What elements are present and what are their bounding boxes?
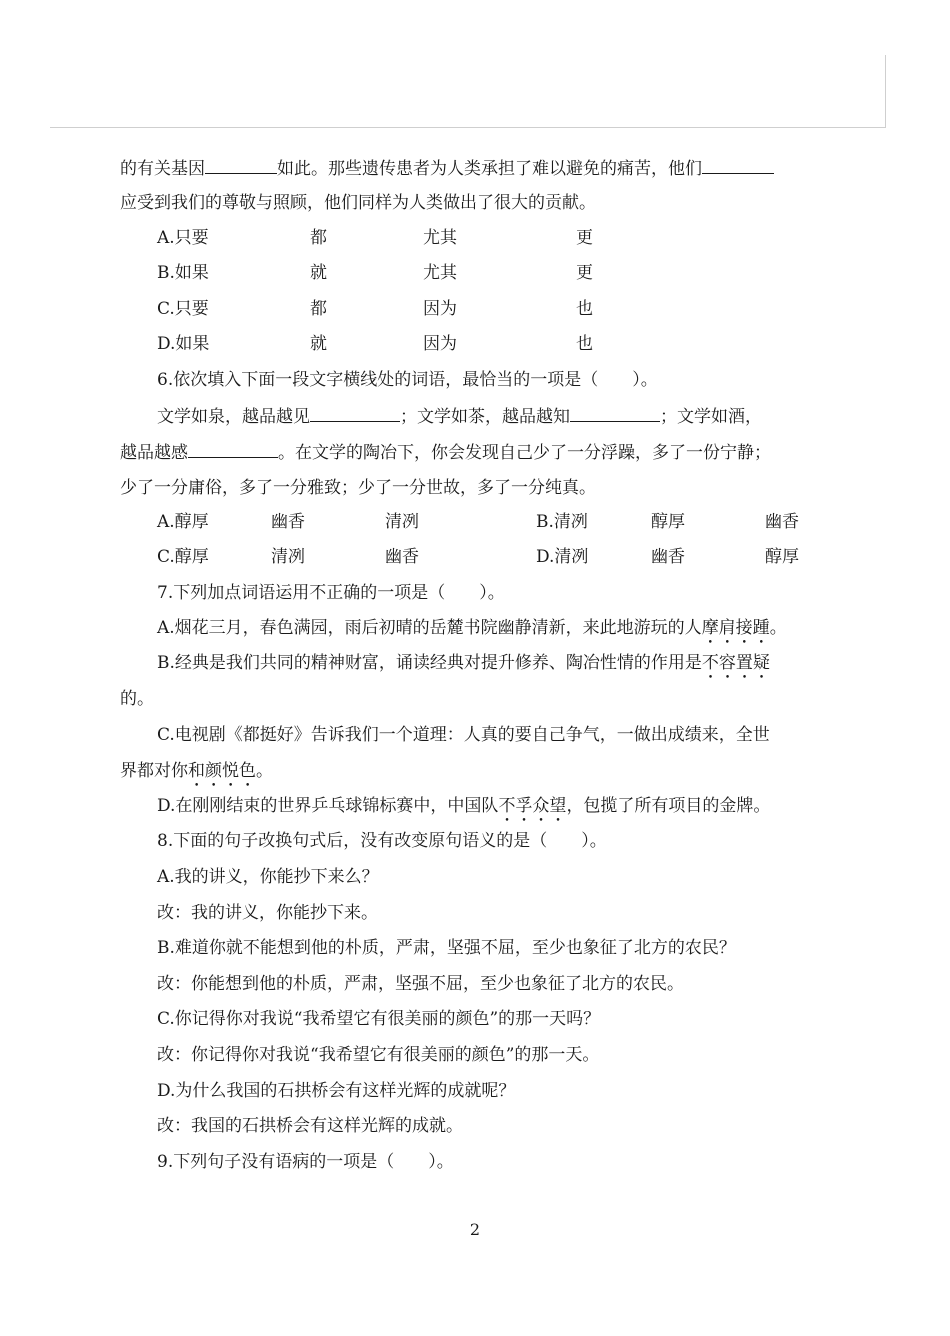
q8-option-a: A.我的讲义，你能抄下来么？ [157, 867, 379, 887]
q9-stem: 9.下列句子没有语病的一项是（ ）。 [157, 1152, 454, 1172]
q7-option-b-cont: 的。 [120, 689, 154, 709]
q8-option-d-change: 改：我国的石拱桥会有这样光辉的成就。 [157, 1116, 463, 1136]
page-header-edge [885, 55, 886, 128]
q7-option-c-cont: 界都对你和颜悦色。 [120, 761, 273, 781]
emphasized-word: 摩肩接踵 [701, 618, 770, 638]
q5-line-2: 应受到我们的尊敬与照顾，他们同样为人类做出了很大的贡献。 [120, 193, 596, 213]
page-number: 2 [469, 1220, 481, 1239]
q8-option-b-change: 改：你能想到他的朴质，严肃，坚强不屈，至少也象征了北方的农民。 [157, 974, 684, 994]
q8-option-a-change: 改：我的讲义，你能抄下来。 [157, 903, 378, 923]
q7-option-a: A.烟花三月，春色满园，雨后初晴的岳麓书院幽静清新，来此地游玩的人摩肩接踵。 [157, 618, 787, 638]
q8-option-b: B.难道你就不能想到他的朴质，严肃，坚强不屈，至少也象征了北方的农民？ [157, 938, 736, 958]
q5-line-1: 的有关基因 如此。那些遗传患者为人类承担了难以避免的痛苦，他们 [120, 157, 774, 180]
emphasized-word: 不容置疑 [701, 653, 770, 673]
page-header-rule [50, 127, 886, 128]
blank-1 [205, 157, 277, 174]
q6-stem: 6.依次填入下面一段文字横线处的词语，最恰当的一项是（ ）。 [157, 370, 658, 390]
blank-5 [188, 441, 278, 458]
emphasized-word: 和颜悦色 [188, 761, 256, 781]
emphasized-word: 不孚众望 [498, 796, 567, 816]
q8-stem: 8.下面的句子改换句式后，没有改变原句语义的是（ ）。 [157, 831, 607, 851]
blank-2 [702, 157, 774, 174]
q8-option-c: C.你记得你对我说“我希望它有很美丽的颜色”的那一天吗？ [157, 1009, 601, 1029]
q6-passage-line-2: 越品越感 。在文学的陶冶下，你会发现自己少了一分浮躁，多了一份宁静； [120, 443, 771, 463]
q6-passage-line-1: 文学如泉，越品越见 ；文学如茶，越品越知 ；文学如酒， [157, 407, 762, 427]
q8-option-d: D.为什么我国的石拱桥会有这样光辉的成就呢？ [157, 1081, 516, 1101]
blank-3 [310, 405, 400, 422]
q8-option-c-change: 改：你记得你对我说“我希望它有很美丽的颜色”的那一天。 [157, 1045, 600, 1065]
q6-passage-line-3: 少了一分庸俗，多了一分雅致；少了一分世故，多了一分纯真。 [120, 478, 596, 498]
q7-stem: 7.下列加点词语运用不正确的一项是（ ）。 [157, 583, 505, 603]
q7-option-c: C.电视剧《都挺好》告诉我们一个道理：人真的要自己争气，一做出成绩来，全世 [157, 725, 770, 745]
blank-4 [570, 405, 660, 422]
q7-option-b: B.经典是我们共同的精神财富，诵读经典对提升修养、陶冶性情的作用是不容置疑 [157, 653, 770, 673]
q7-option-d: D.在刚刚结束的世界乒乓球锦标赛中，中国队不孚众望，包揽了所有项目的金牌。 [157, 796, 771, 816]
